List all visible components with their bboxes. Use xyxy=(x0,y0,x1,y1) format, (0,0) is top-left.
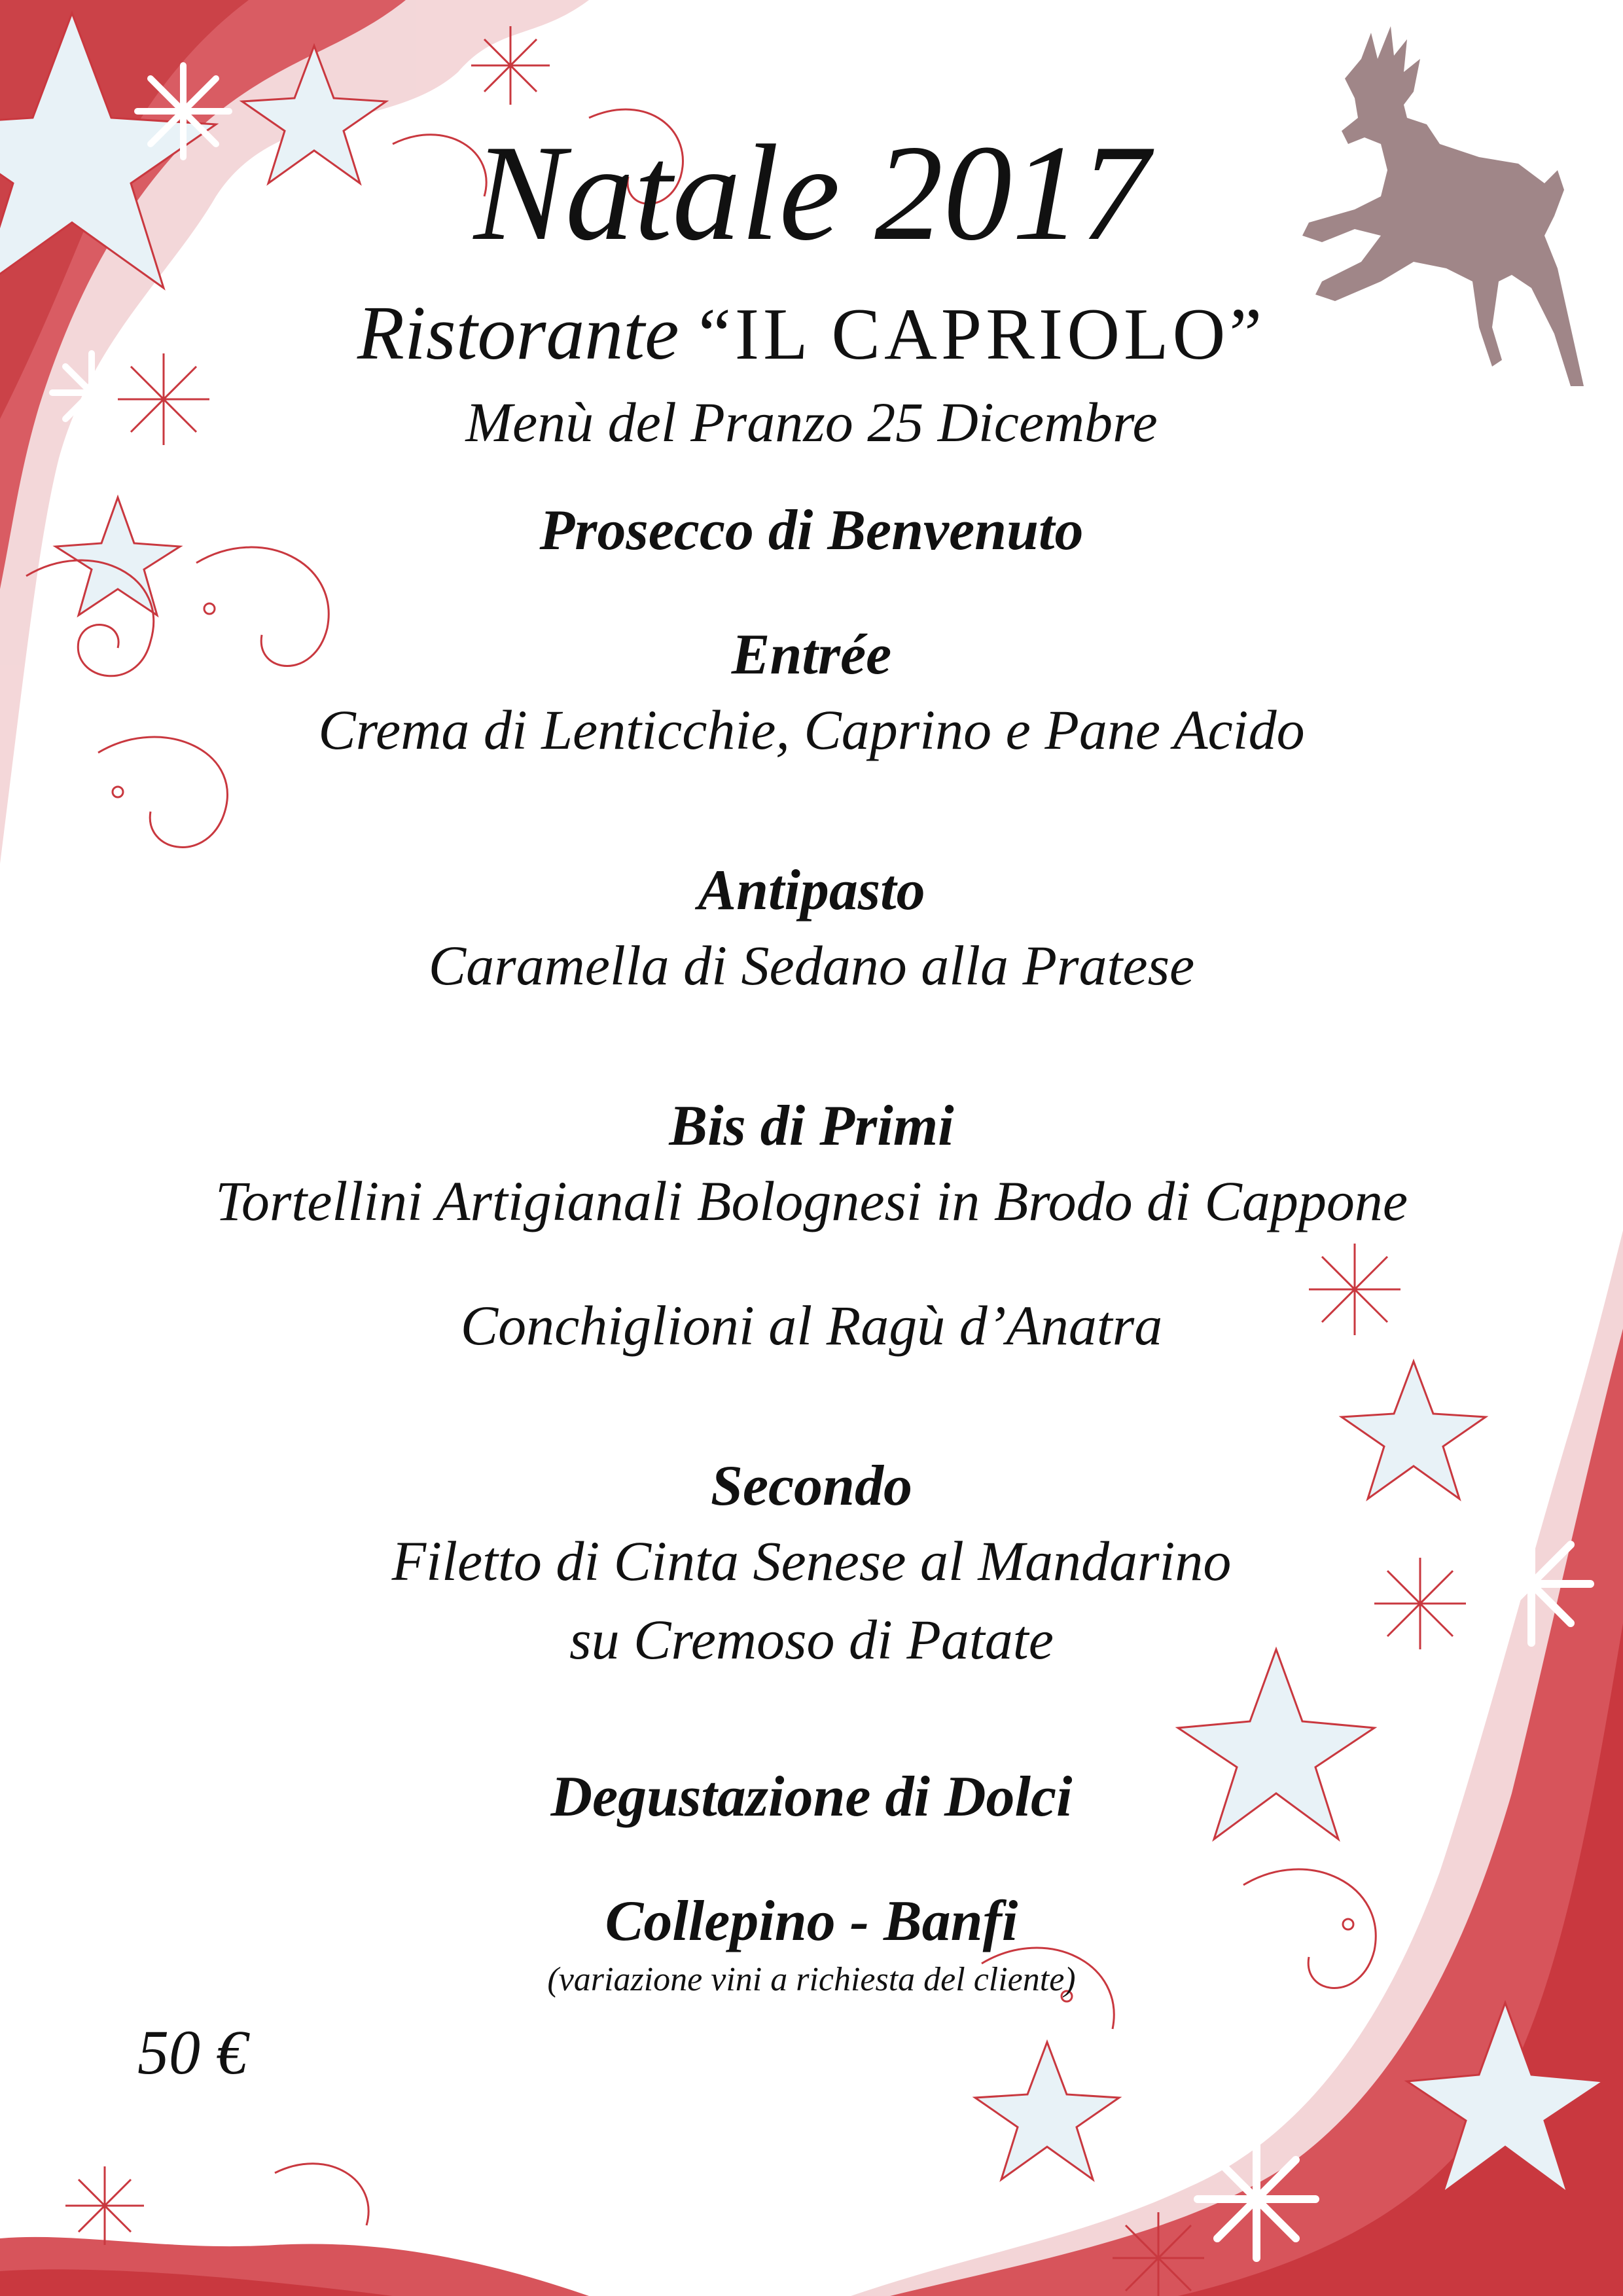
menu-price: 50 € xyxy=(137,2017,247,2087)
secondo-dish-line1: Filetto di Cinta Senese al Mandarino xyxy=(391,1530,1232,1592)
snowflake-decoration-bottom-right xyxy=(851,1230,1623,2296)
menu-title: Natale 2017 xyxy=(473,117,1150,269)
entree-heading: Entrée xyxy=(731,623,892,687)
wine-note: (variazione vini a richiesta del cliente) xyxy=(547,1961,1076,1998)
primi-heading: Bis di Primi xyxy=(669,1094,954,1158)
lunch-date-subtitle: Menù del Pranzo 25 Dicembre xyxy=(465,391,1158,454)
welcome-heading: Prosecco di Benvenuto xyxy=(539,499,1084,562)
antipasto-dish: Caramella di Sedano alla Pratese xyxy=(428,934,1195,997)
secondo-dish-line2: su Cremoso di Patate xyxy=(569,1608,1054,1671)
restaurant-prefix: Ristorante xyxy=(357,290,699,376)
primi-dish-1: Tortellini Artigianali Bolognesi in Brodo di Cappone xyxy=(215,1170,1408,1232)
restaurant-title xyxy=(0,290,1623,376)
wine-name: Collepino - Banfi xyxy=(605,1890,1018,1953)
entree-dish: Crema di Lenticchie, Caprino e Pane Acido xyxy=(318,698,1305,761)
dolci-heading: Degustazione di Dolci xyxy=(550,1765,1073,1829)
restaurant-name: “IL CAPRIOLO” xyxy=(698,294,1266,375)
antipasto-heading: Antipasto xyxy=(698,859,925,922)
snowflake-decoration-bottom-left xyxy=(0,2081,589,2296)
secondo-heading: Secondo xyxy=(711,1454,912,1518)
primi-dish-2: Conchiglioni al Ragù d’Anatra xyxy=(460,1294,1163,1357)
